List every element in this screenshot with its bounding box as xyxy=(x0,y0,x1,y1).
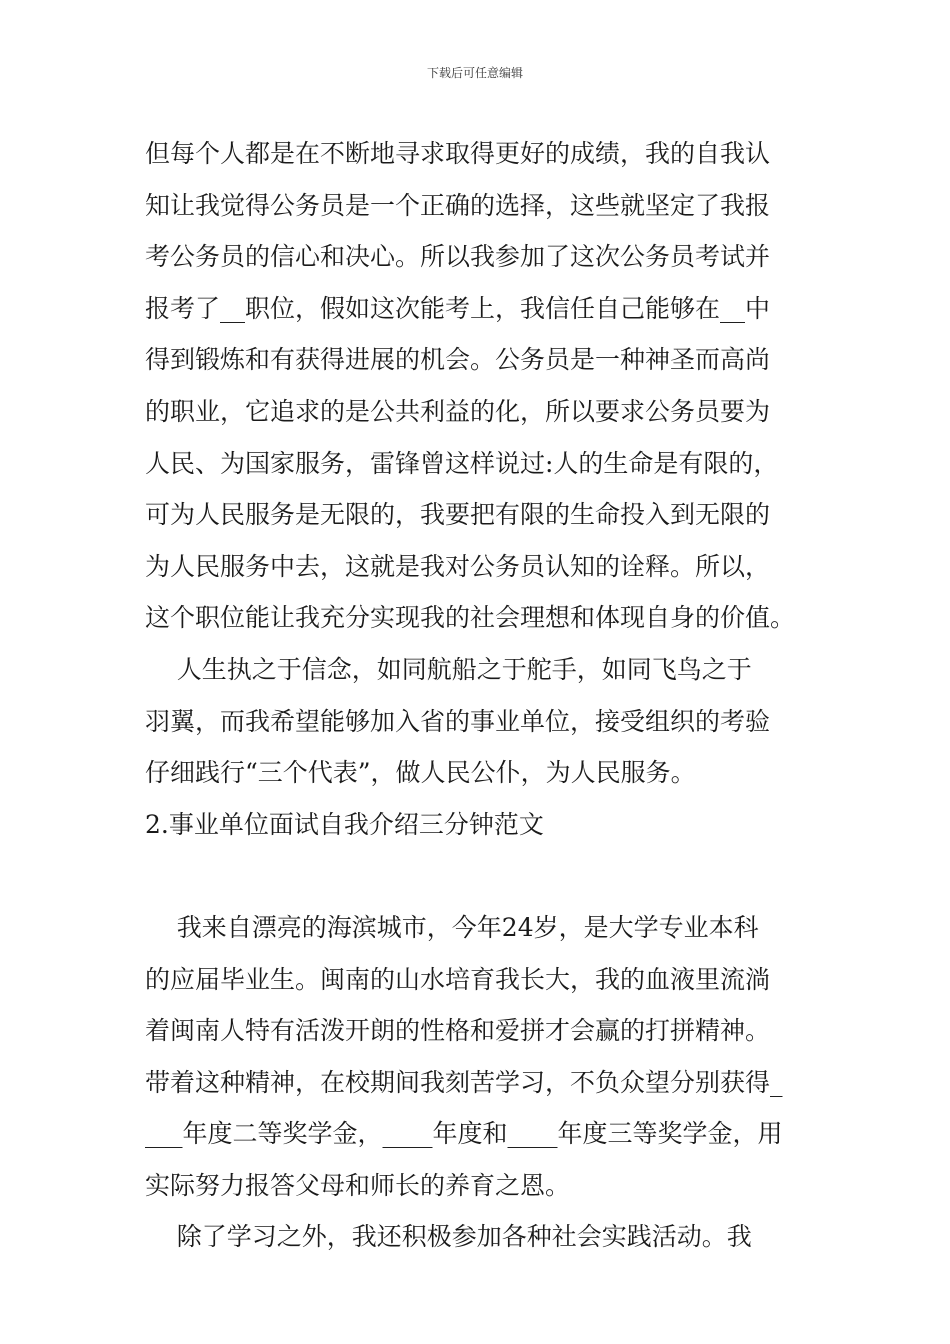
text-line: 着闽南人特有活泼开朗的性格和爱拼才会赢的打拼精神。 xyxy=(145,1016,771,1046)
text-line: 得到锻炼和有获得进展的机会。公务员是一种神圣而高尚 xyxy=(145,345,771,375)
paragraph-start-line: 我来自漂亮的海滨城市，今年24岁，是大学专业本科 xyxy=(145,912,759,942)
text-line: 人民、为国家服务，雷锋曾这样说过:人的生命是有限的， xyxy=(145,448,779,478)
section-heading: 2.事业单位面试自我介绍三分钟范文 xyxy=(145,809,544,839)
text-line: 可为人民服务是无限的，我要把有限的生命投入到无限的 xyxy=(145,500,771,530)
text-line: ___年度二等奖学金，____年度和____年度三等奖学金，用 xyxy=(145,1119,783,1149)
text-line: 的职业，它追求的是公共利益的化，所以要求公务员要为 xyxy=(145,396,771,426)
page-header: 下载后可任意编辑 xyxy=(426,66,523,80)
text-line: 知让我觉得公务员是一个正确的选择，这些就坚定了我报 xyxy=(145,190,771,220)
text-line: 仔细践行“三个代表”，做人民公仆，为人民服务。 xyxy=(145,758,696,788)
text-line: 报考了__职位，假如这次能考上，我信任自己能够在__中 xyxy=(145,293,771,323)
paragraph-start-line: 人生执之于信念，如同航船之于舵手，如同飞鸟之于 xyxy=(145,654,752,684)
text-line: 羽翼，而我希望能够加入省的事业单位，接受组织的考验 xyxy=(145,706,771,736)
paragraph-start-line: 除了学习之外，我还积极参加各种社会实践活动。我 xyxy=(145,1222,752,1252)
document-body xyxy=(145,128,810,1263)
text-line: 考公务员的信心和决心。所以我参加了这次公务员考试并 xyxy=(145,242,771,272)
text-line: 实际努力报答父母和师长的养育之恩。 xyxy=(145,1170,571,1200)
blank-line xyxy=(145,850,810,902)
text-line: 但每个人都是在不断地寻求取得更好的成绩，我的自我认 xyxy=(145,139,771,168)
text-line: 为人民服务中去，这就是我对公务员认知的诠释。所以， xyxy=(145,551,771,581)
text-line: 的应届毕业生。闽南的山水培育我长大，我的血液里流淌 xyxy=(145,964,771,994)
text-line: 带着这种精神，在校期间我刻苦学习，不负众望分别获得_ xyxy=(145,1067,783,1097)
text-line: 这个职位能让我充分实现我的社会理想和体现自身的价值。 xyxy=(145,603,796,633)
